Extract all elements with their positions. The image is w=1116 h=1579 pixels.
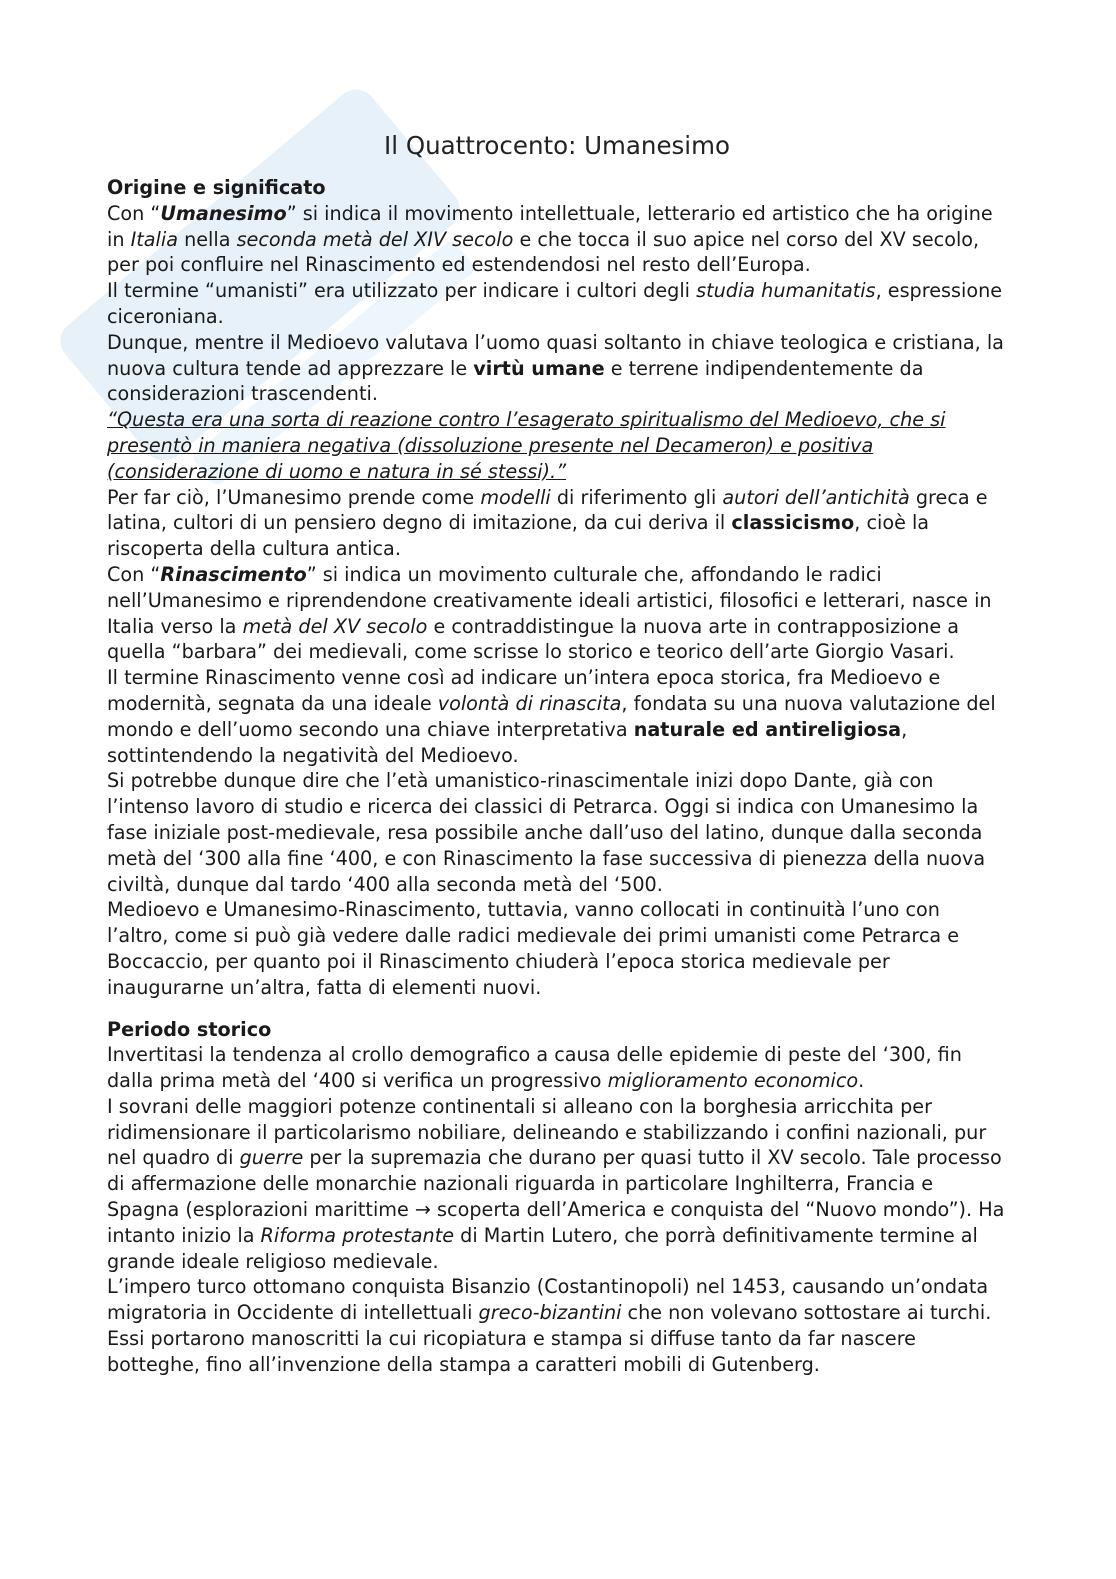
- text-run: per la supremazia che durano per quasi tutto il XV secolo. Tale processo di affermazione delle monarchie nazionali riguarda in particolare Inghilterra, Francia e Spagna (esplorazioni marittime → scoperta dell’America e conquista del “Nuovo mondo”). Ha intanto inizio la: [107, 1146, 1005, 1247]
- emphasis-text: modelli: [480, 485, 551, 509]
- text-run: di Martin Lutero, che porrà definitivamente termine al grande ideale religioso medievale.: [107, 1223, 978, 1273]
- emphasis-text: seconda metà del XIV secolo: [236, 227, 514, 251]
- emphasis-text: metà del XV secolo: [242, 614, 428, 638]
- text-run: , fondata su una nuova valutazione del mondo e dell’uomo secondo una chiave interpretativa: [107, 691, 996, 741]
- text-run: L’impero turco ottomano conquista Bisanzio (Costantinopoli) nel 1453, causando un’ondata migratoria in Occidente di intellettuali: [107, 1275, 989, 1325]
- document-page: [107, 128, 1007, 1378]
- paragraph: [107, 407, 1007, 484]
- emphasis-text: Rinascimento: [160, 562, 307, 586]
- text-run: ” si indica il movimento intellettuale, letterario ed artistico che ha origine in: [107, 201, 993, 251]
- emphasis-text: guerre: [239, 1146, 304, 1170]
- emphasis-text: classicismo: [731, 511, 855, 535]
- emphasis-text: miglioramento economico: [607, 1069, 859, 1093]
- text-run: , espressione ciceroniana.: [107, 279, 1003, 328]
- emphasis-text: Umanesimo: [160, 201, 287, 225]
- text-run: Medioevo e Umanesimo-Rinascimento, tuttavia, vanno collocati in continuità l’uno con l’altro, come si può già vedere dalle radici medievale dei primi umanisti come Petrarca e Boccaccio, per quanto poi il Rinascimento chiuderà l’epoca storica medievale per inaugurarne un’altra, fatta di elementi nuovi.: [107, 898, 960, 999]
- text-run: Il termine “umanisti” era utilizzato per indicare i cultori degli: [107, 279, 697, 303]
- emphasis-text: Italia: [130, 227, 178, 251]
- document-body: [107, 175, 1007, 1378]
- section-heading: Periodo storico: [107, 1017, 272, 1041]
- section-heading: Origine e significato: [107, 176, 326, 199]
- section-gap: [107, 1001, 1007, 1017]
- paragraph: [107, 562, 1007, 665]
- emphasis-text: naturale ed antireligiosa: [633, 717, 902, 741]
- emphasis-text: greco-bizantini: [478, 1301, 622, 1325]
- text-run: greca e latina, cultori di un pensiero degno di imitazione, da cui deriva il: [107, 485, 988, 535]
- paragraph: [107, 485, 1007, 562]
- text-run: di riferimento gli: [550, 485, 723, 509]
- emphasis-text: Riforma protestante: [260, 1223, 455, 1247]
- text-run: e terrene indipendentemente da considerazioni trascendenti.: [107, 356, 924, 406]
- text-run: Con “: [107, 562, 161, 586]
- paragraph: [107, 201, 1007, 278]
- paragraph: [107, 768, 1007, 897]
- paragraph: [107, 330, 1007, 407]
- paragraph: [107, 1274, 1007, 1377]
- text-run: che non volevano sottostare ai turchi. Essi portarono manoscritti la cui ricopiatura e stampa si diffuse tanto da far nascere botteghe, fino all’invenzione della stampa a caratteri mobili di Gutenberg.: [107, 1301, 992, 1376]
- paragraph: [107, 665, 1007, 768]
- emphasis-text: studia humanitatis: [696, 279, 876, 303]
- document-title: Il Quattrocento: Umanesimo: [384, 131, 730, 160]
- text-run: e che tocca il suo apice nel corso del XV secolo, per poi confluire nel Rinascimento ed estendendosi nel resto dell’Europa.: [107, 227, 980, 277]
- emphasis-text: autori dell’antichità: [722, 485, 910, 509]
- text-run: ” si indica un movimento culturale che, affondando le radici nell’Umanesimo e riprendendone creativamente ideali artistici, filosofici e letterari, nasce in Italia verso la: [107, 562, 992, 638]
- paragraph: [107, 897, 1007, 1000]
- text-run: I sovrani delle maggiori potenze continentali si alleano con la borghesia arricchita per ridimensionare il particolarismo nobiliare, delineando e stabilizzando i confini nazionali, pur nel quadro di: [107, 1094, 987, 1170]
- paragraph: [107, 1042, 1007, 1094]
- text-run: Invertitasi la tendenza al crollo demografico a causa delle epidemie di peste del ‘300, fin dalla prima metà del ‘400 si verifica un progressivo: [107, 1043, 962, 1093]
- paragraph: [107, 1094, 1007, 1275]
- text-run: , sottintendendo la negatività del Medioevo.: [107, 717, 908, 767]
- text-run: , cioè la riscoperta della cultura antica.: [107, 511, 930, 561]
- text-run: Il termine Rinascimento venne così ad indicare un’intera epoca storica, fra Medioevo e modernità, segnata da una ideale: [107, 666, 941, 715]
- text-run: Per far ciò, l’Umanesimo prende come: [107, 485, 481, 509]
- emphasis-text: “Questa era una sorta di reazione contro l’esagerato spiritualismo del Medioevo, che si presentò in maniera negativa (dissoluzione presente nel Decameron) e positiva (considerazione di uomo e natura in sé stessi).”: [107, 408, 946, 483]
- emphasis-text: volontà di rinascita: [437, 691, 622, 715]
- text-run: Con “: [107, 201, 161, 225]
- text-run: .: [858, 1069, 865, 1093]
- paragraph: [107, 278, 1007, 330]
- emphasis-text: virtù umane: [473, 356, 605, 380]
- text-run: e contraddistingue la nuova arte in contrapposizione a quella “barbara” dei medievali, come scrisse lo storico e teorico dell’arte Giorgio Vasari.: [107, 614, 960, 664]
- text-run: Dunque, mentre il Medioevo valutava l’uomo quasi soltanto in chiave teologica e cristiana, la nuova cultura tende ad apprezzare le: [107, 330, 1004, 380]
- text-run: nella: [177, 227, 237, 251]
- text-run: Si potrebbe dunque dire che l’età umanistico-rinascimentale inizi dopo Dante, già con l’intenso lavoro di studio e ricerca dei classici di Petrarca. Oggi si indica con Umanesimo la fase iniziale post-medievale, resa possibile anche dall’uso del latino, dunque dalla seconda metà del ‘300 alla fine ‘400, e con Rinascimento la fase successiva di pienezza della nuova civiltà, dunque dal tardo ‘400 alla seconda metà del ‘500.: [107, 769, 986, 896]
